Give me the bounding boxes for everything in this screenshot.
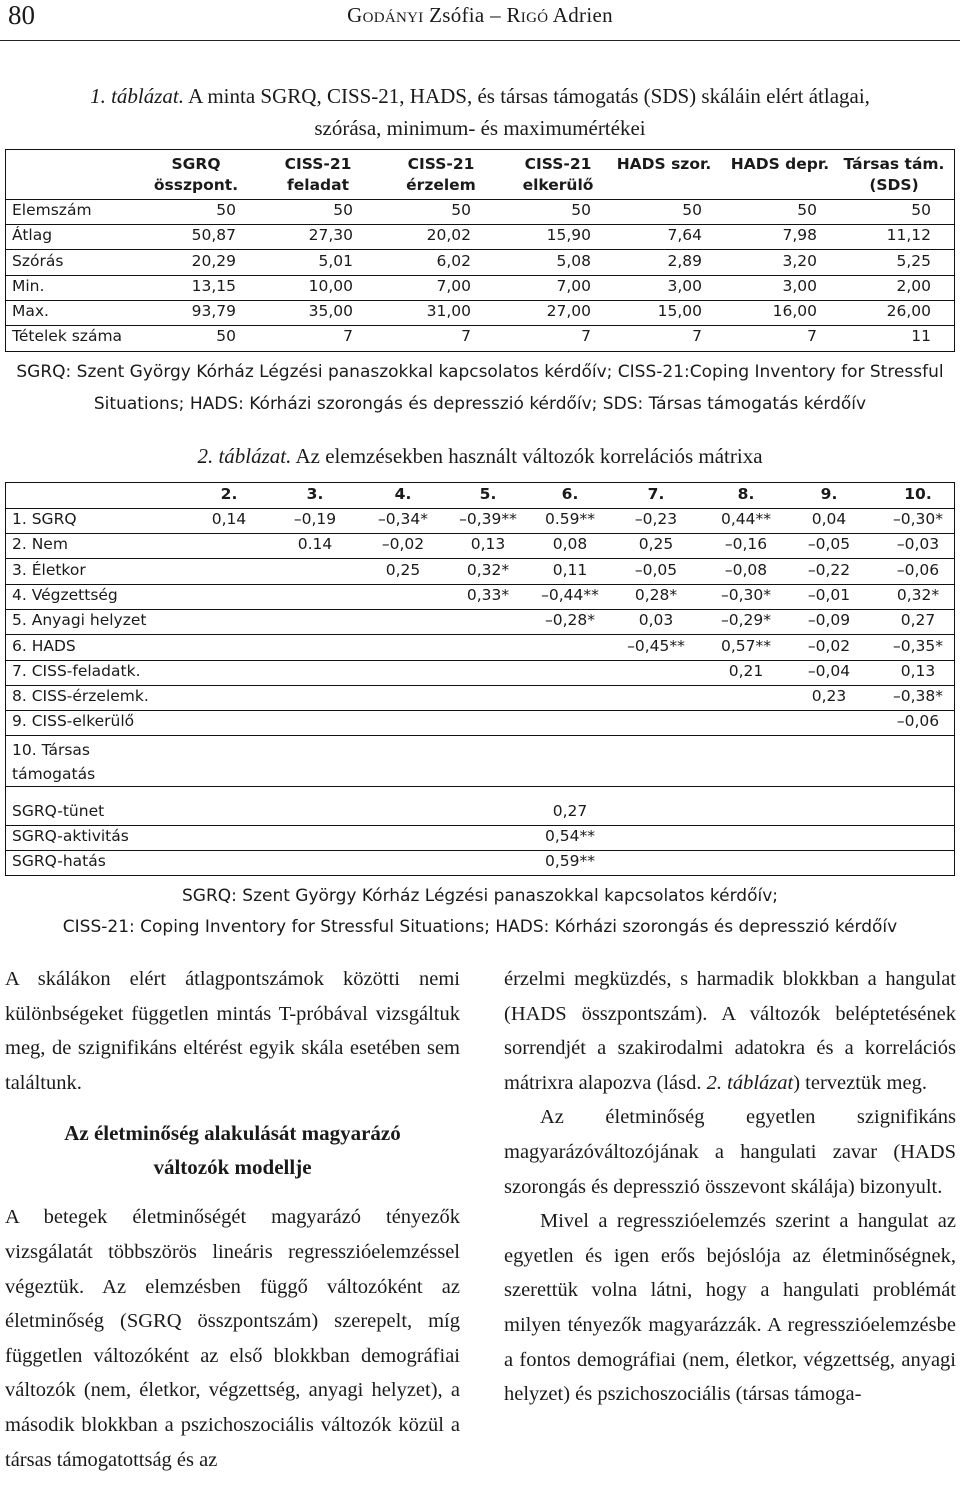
table1-row bbox=[6, 275, 954, 301]
table1-row-label: Átlag bbox=[12, 226, 53, 244]
table1-cell: 10,00 bbox=[308, 277, 353, 295]
table1-note-line1: SGRQ: Szent György Kórház Légzési panaszokkal kapcsolatos kérdőív; CISS-21:Coping Inventory for Stressful bbox=[16, 362, 944, 382]
table2-cell: 0,13 bbox=[470, 535, 506, 554]
table1-header-cell: SGRQ összpont. bbox=[153, 155, 239, 194]
table2-row bbox=[6, 635, 954, 661]
table2-cell: 0.59** bbox=[544, 510, 595, 528]
table2-cell: –0,22 bbox=[807, 560, 851, 579]
table2-cell: –0,03 bbox=[896, 535, 940, 554]
table1-row bbox=[6, 224, 954, 250]
table2-cell: 0,23 bbox=[811, 687, 847, 706]
table1-cell: 50 bbox=[451, 201, 471, 219]
table1-cell: 6,02 bbox=[436, 252, 471, 270]
table2-extra-row bbox=[6, 825, 954, 851]
table2-row bbox=[6, 710, 954, 736]
table2-cell: –0,30* bbox=[720, 585, 771, 604]
table1-note-line2: Situations; HADS: Kórházi szorongás és depresszió kérdőív; SDS: Társas támogatás kérdőív bbox=[93, 394, 867, 414]
table2-row bbox=[6, 736, 954, 787]
table2-header-cell: 2. bbox=[220, 485, 238, 503]
table1-cell: 7,64 bbox=[667, 226, 702, 244]
table2-cell: 0.14 bbox=[297, 535, 333, 554]
table1-cell: 7 bbox=[692, 327, 702, 345]
table2-note-line1: SGRQ: Szent György Kórház Légzési panaszokkal kapcsolatos kérdőív; bbox=[181, 886, 779, 906]
paragraph: A skálákon elért átlagpontszámok közötti nemi különbségeket független mintás T-próbával vizsgáltuk meg, de szignifikáns eltérést egyik skála esetében sem találtunk. bbox=[5, 968, 460, 1094]
table2-row bbox=[6, 685, 954, 711]
table2-cell: 0,33* bbox=[466, 585, 510, 604]
paragraph: Mivel a regresszióelemzés szerint a hangulat az egyetlen és igen erős bejóslója az életminőségnek, szerettük volna látni, hogy a hangulati problémát milyen tényezők magyarázzák. A regresszióelemzésbe a fontos demográfiai (nem, életkor, végzettség, anyagi helyzet) és pszichoszociális (társas támoga- bbox=[504, 1210, 956, 1406]
table1-cell: 11,12 bbox=[886, 226, 931, 244]
table2-cell: –0,30* bbox=[892, 510, 943, 528]
table2-cell: 0,32* bbox=[896, 585, 940, 604]
table1-cell: 15,90 bbox=[546, 226, 591, 244]
table1-cell: 50 bbox=[333, 201, 353, 219]
table2-cell: 0,57** bbox=[720, 636, 771, 655]
table1-cell: 93,79 bbox=[191, 302, 236, 320]
table1-cell: 20,02 bbox=[426, 226, 471, 244]
table2-header-cell: 10. bbox=[904, 485, 932, 503]
table1-row-label: Szórás bbox=[12, 252, 64, 270]
table2-cell: 0,11 bbox=[552, 560, 588, 579]
table2-cell: –0,39** bbox=[459, 510, 517, 528]
table2-cell: 0,14 bbox=[211, 510, 247, 528]
table1-row-label: Max. bbox=[12, 302, 49, 320]
table2-cell: –0,28* bbox=[544, 611, 595, 630]
table2-note-line2: CISS-21: Coping Inventory for Stressful Situations; HADS: Kórházi szorongás és depresszió kérdőív bbox=[62, 917, 898, 937]
table1-cell: 27,30 bbox=[308, 226, 353, 244]
table2-cell: –0,45** bbox=[627, 636, 685, 655]
table2-row-label: 1. SGRQ bbox=[12, 510, 77, 528]
table1-cell: 3,00 bbox=[667, 277, 702, 295]
table1-cell: 50 bbox=[216, 201, 236, 219]
paragraph: érzelmi megküzdés, s harmadik blokkban a hangulat (HADS összpontszám). A változók beléptetésének sorrendjét a szakirodalmi adatokra és a korrelációs mátrixra alapozva (lásd. 2. táblázat) terveztük meg. bbox=[504, 968, 956, 1094]
table1-cell: 7,00 bbox=[436, 277, 471, 295]
table2-header-cell: 3. bbox=[306, 485, 324, 503]
table2-header-row bbox=[6, 483, 954, 509]
table2-row-label: SGRQ-aktivitás bbox=[12, 827, 129, 845]
table2-cell: 0,28* bbox=[634, 585, 678, 604]
table1-header-row bbox=[6, 150, 954, 200]
table1-cell: 15,00 bbox=[657, 302, 702, 320]
table1-cell: 50 bbox=[216, 327, 236, 345]
table2-header-cell: 7. bbox=[647, 485, 665, 503]
table2-caption: 2. táblázat. Az elemzésekben használt változók korrelációs mátrixa bbox=[197, 444, 763, 468]
table2-cell: 0,44** bbox=[720, 510, 771, 528]
left-column bbox=[5, 962, 460, 1477]
table1-cell: 2,89 bbox=[667, 252, 702, 270]
table2-cell: –0,16 bbox=[724, 535, 768, 554]
table2-cell: 0,13 bbox=[900, 661, 936, 680]
table1-cell: 5,08 bbox=[556, 252, 591, 270]
table2-row bbox=[6, 660, 954, 686]
table1-cell: 7,98 bbox=[782, 226, 817, 244]
table1-header-cell: CISS-21 elkerülő bbox=[522, 155, 594, 194]
table2-cell: –0,05 bbox=[807, 535, 851, 554]
table2-cell: –0,38* bbox=[892, 687, 943, 706]
table1-cell: 20,29 bbox=[191, 252, 236, 270]
table2-cell: –0,01 bbox=[807, 585, 851, 604]
table1-cell: 13,15 bbox=[191, 277, 236, 295]
table2 bbox=[5, 482, 955, 876]
table1-header-cell: Társas tám. (SDS) bbox=[843, 155, 945, 194]
table2-cell: 0,25 bbox=[638, 535, 674, 554]
table2-cell: –0,02 bbox=[807, 636, 851, 655]
table1-cell: 7,00 bbox=[556, 277, 591, 295]
table2-header-cell: 5. bbox=[479, 485, 497, 503]
table2-extra-row bbox=[6, 850, 954, 875]
table2-row-label: 8. CISS-érzelemk. bbox=[12, 687, 149, 706]
table2-row-label: 9. CISS-elkerülő bbox=[12, 712, 135, 731]
table2-cell: –0,19 bbox=[293, 510, 337, 528]
table1-cell: 7 bbox=[581, 327, 591, 345]
table2-cell: –0,34* bbox=[377, 510, 428, 528]
table2-cell: 0,21 bbox=[728, 661, 764, 680]
table2-header-cell: 9. bbox=[820, 485, 838, 503]
table2-cell: –0,06 bbox=[896, 560, 940, 579]
table1-row bbox=[6, 199, 954, 225]
table2-row-label: SGRQ-tünet bbox=[12, 802, 105, 820]
table2-cell: –0,02 bbox=[381, 535, 425, 554]
table1 bbox=[5, 149, 955, 352]
table1-cell: 50 bbox=[797, 201, 817, 219]
table1-header-cell: CISS-21 érzelem bbox=[406, 155, 476, 194]
table1-cell: 50,87 bbox=[191, 226, 236, 244]
table1-caption-line2: szórása, minimum- és maximumértékei bbox=[314, 116, 646, 140]
table2-row-label: 2. Nem bbox=[12, 535, 68, 554]
table2-cell: –0,09 bbox=[807, 611, 851, 630]
table1-row bbox=[6, 250, 954, 276]
table2-cell: 0,25 bbox=[385, 560, 421, 579]
table2-header-cell: 6. bbox=[561, 485, 579, 503]
paragraph: A betegek életminőségét magyarázó tényezők vizsgálatát többszörös lineáris regresszióelemzéssel végeztük. Az elemzésben függő változóként az életminőség (SGRQ összpontszám) szerepelt, míg független változóként az első blokkban demográfiai változók (nem, életkor, végzettség, anyagi helyzet), a második blokkban a pszichoszociális változók közül a társas támogatottság és az bbox=[5, 1206, 460, 1471]
table2-cell: –0,08 bbox=[724, 560, 768, 579]
table2-cell: 0,54** bbox=[544, 827, 595, 845]
table1-cell: 7 bbox=[461, 327, 471, 345]
table2-row bbox=[6, 508, 954, 534]
table1-cell: 26,00 bbox=[886, 302, 931, 320]
table2-cell: –0,35* bbox=[892, 636, 943, 655]
table1-cell: 7 bbox=[343, 327, 353, 345]
table1-cell: 27,00 bbox=[546, 302, 591, 320]
section-heading: Az életminőség alakulását magyarázó változók modellje bbox=[64, 1121, 401, 1180]
table1-row-label: Tételek száma bbox=[12, 327, 123, 345]
table2-cell: 0,27 bbox=[900, 611, 936, 630]
table1-caption: 1. táblázat. A minta SGRQ, CISS-21, HADS, és társas támogatás (SDS) skáláin elért átlagai, bbox=[90, 84, 870, 108]
table1-row bbox=[6, 325, 954, 350]
table2-row-label: 5. Anyagi helyzet bbox=[12, 611, 147, 630]
right-column bbox=[504, 962, 956, 1412]
table2-cell: 0,59** bbox=[544, 852, 595, 870]
table2-header-cell: 8. bbox=[737, 485, 755, 503]
table1-cell: 11 bbox=[911, 327, 931, 345]
table2-cell: 0,27 bbox=[552, 802, 588, 820]
table1-header-cell: CISS-21 feladat bbox=[284, 155, 352, 194]
table2-row bbox=[6, 584, 954, 610]
table1-cell: 50 bbox=[911, 201, 931, 219]
table2-row bbox=[6, 559, 954, 585]
table1-cell: 7 bbox=[807, 327, 817, 345]
table2-row-label: SGRQ-hatás bbox=[12, 852, 106, 870]
table2-row-label: 4. Végzettség bbox=[12, 585, 118, 604]
table2-row-label: 10. Társas támogatás bbox=[12, 741, 96, 783]
table2-row bbox=[6, 533, 954, 559]
table2-cell: –0,29* bbox=[720, 611, 771, 630]
table2-row-label: 7. CISS-feladatk. bbox=[12, 661, 141, 680]
table1-cell: 50 bbox=[682, 201, 702, 219]
running-head-authors: Godányi Zsófia – Rigó Adrien bbox=[347, 3, 613, 27]
table1-cell: 50 bbox=[571, 201, 591, 219]
table2-cell: –0,44** bbox=[541, 585, 599, 604]
page-header bbox=[0, 0, 960, 41]
table2-cell: 0,32* bbox=[466, 560, 510, 579]
table1-cell: 16,00 bbox=[772, 302, 817, 320]
table2-cell: 0,04 bbox=[811, 510, 847, 528]
table1-cell: 3,00 bbox=[782, 277, 817, 295]
table1-cell: 5,25 bbox=[896, 252, 931, 270]
table2-row-label: 6. HADS bbox=[12, 636, 76, 655]
table1-header-cell: HADS depr. bbox=[730, 155, 830, 173]
table2-row-label: 3. Életkor bbox=[12, 560, 86, 579]
table2-cell: –0,04 bbox=[807, 661, 851, 680]
table1-cell: 2,00 bbox=[896, 277, 931, 295]
table2-extra-row bbox=[6, 800, 954, 826]
paragraph: Az életminőség egyetlen szignifikáns magyarázóváltozójának a hangulati zavar (HADS szorongás és depresszió összevont skálája) bizonyult. bbox=[504, 1106, 956, 1198]
table1-header-cell: HADS szor. bbox=[616, 155, 712, 173]
table1-row-label: Elemszám bbox=[12, 201, 92, 219]
table1-cell: 31,00 bbox=[426, 302, 471, 320]
table1-row-label: Min. bbox=[12, 277, 45, 295]
table2-cell: –0,23 bbox=[634, 510, 678, 528]
table2-cell: 0,08 bbox=[552, 535, 588, 554]
table1-cell: 35,00 bbox=[308, 302, 353, 320]
table1-cell: 3,20 bbox=[782, 252, 817, 270]
table2-row bbox=[6, 609, 954, 635]
table1-cell: 5,01 bbox=[318, 252, 353, 270]
table2-cell: –0,05 bbox=[634, 560, 678, 579]
table1-row bbox=[6, 300, 954, 326]
page-number: 80 bbox=[8, 0, 35, 30]
table2-cell: 0,03 bbox=[638, 611, 674, 630]
table2-header-cell: 4. bbox=[394, 485, 412, 503]
table2-cell: –0,06 bbox=[896, 712, 940, 731]
